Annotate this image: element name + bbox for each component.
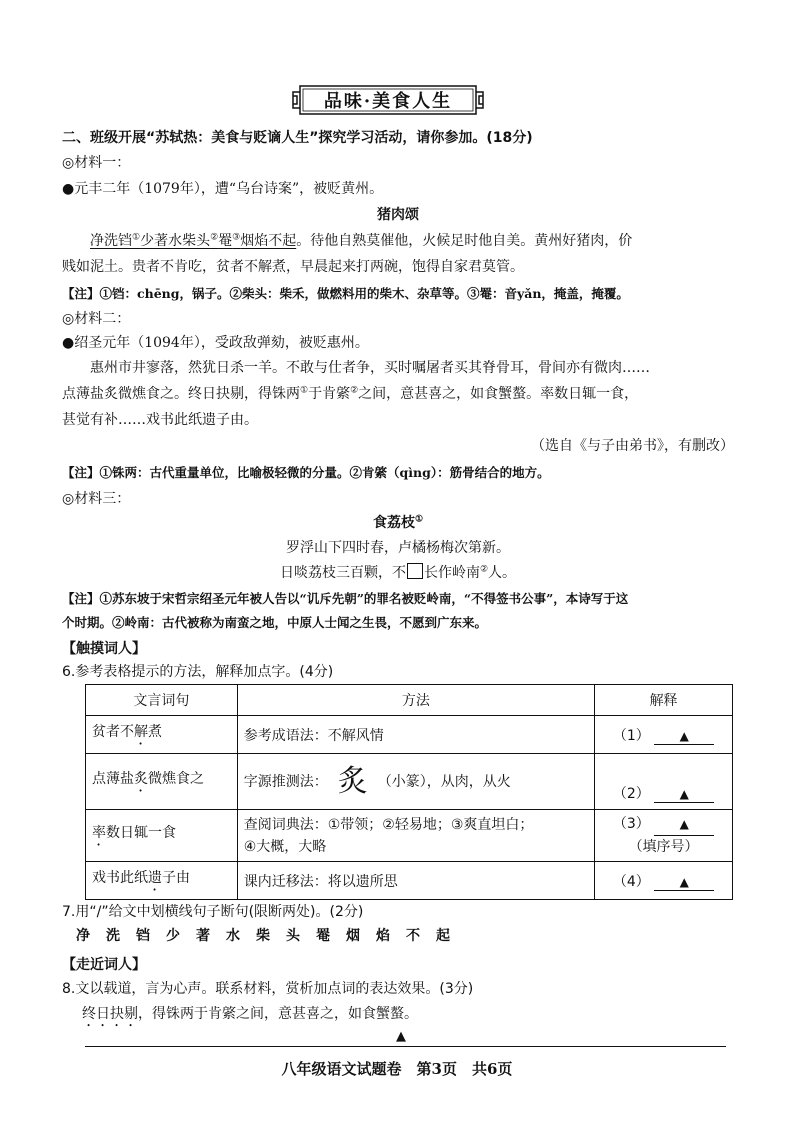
answer-cell[interactable]: （3） ▲ （填序号） bbox=[595, 810, 733, 862]
phrase-cell: 率数日辄一食 bbox=[86, 810, 238, 862]
method-cell: 课内迁移法：将以遗所思 bbox=[237, 862, 594, 900]
table-row bbox=[86, 810, 733, 862]
material3-note1: 【注】①苏东坡于宋哲宗绍圣元年被人告以“讥斥先朝”的罪名被贬岭南，“不得签书公事”，本诗写于这 bbox=[62, 591, 629, 606]
material2-para2: 点薄盐炙微燋食之。终日抉剔，得铢两①于肯綮②之间，意甚喜之，如食蟹螯。率数日辄一食， bbox=[62, 385, 639, 402]
material1-bullet: ●元丰二年（1079年），遭“乌台诗案”，被贬黄州。 bbox=[62, 181, 384, 197]
q8-prompt: 8.文以载道，言为心声。联系材料，赏析加点词的表达效果。(3分) bbox=[62, 981, 474, 997]
approach-heading: 【走近词人】 bbox=[62, 957, 146, 973]
page-footer: 八年级语文试题卷 第3页 共6页 bbox=[281, 1060, 513, 1078]
lychee-poem-line2: 日啖荔枝三百颗，不 长作岭南②人。 bbox=[279, 564, 517, 581]
material3-note2: 个时期。②岭南：古代被称为南蛮之地，中原人士闻之生畏，不愿到广东来。 bbox=[62, 615, 488, 630]
material2-note: 【注】①铢两：古代重量单位，比喻极轻微的分量。②肯綮（qìng）：筋骨结合的地方。 bbox=[62, 465, 550, 480]
section-banner bbox=[290, 82, 486, 118]
material1-label: ◎材料一： bbox=[62, 155, 131, 171]
seal-script-glyph: 炙 bbox=[337, 763, 368, 799]
table-row bbox=[86, 716, 733, 754]
method-cell: 查阅词典法：①带领；②轻易地；③爽直坦白； ④大概，大略 bbox=[237, 810, 594, 862]
q7-prompt: 7.用“/”给文中划横线句子断句(限断两处)。(2分) bbox=[62, 904, 364, 920]
poem-title-lychee: 食荔枝① bbox=[372, 514, 424, 531]
footer-rule bbox=[85, 1046, 726, 1047]
phrase-cell: 贫者不解煮 bbox=[86, 716, 238, 754]
table-row bbox=[86, 862, 733, 900]
q6-header-answer: 解释 bbox=[595, 685, 733, 716]
section-heading: 二、班级开展“苏轼热：美食与贬谪人生”探究学习活动，请你参加。(18分) bbox=[62, 130, 533, 146]
method-cell: 字源推测法： 炙 （小篆），从肉，从火 bbox=[237, 754, 594, 810]
q6-header-method: 方法 bbox=[237, 685, 594, 716]
material2-para1: 惠州市井寥落，然犹日杀一羊。不敢与仕者争，买时嘱屠者买其脊骨耳，骨间亦有微肉…… bbox=[90, 360, 650, 376]
q6-header-row bbox=[86, 685, 733, 716]
material1-note: 【注】①铛：chēng，锅子。②柴头：柴禾，做燃料用的柴木、杂草等。③罨：音yǎn，掩盖，掩覆。 bbox=[62, 286, 629, 301]
q6-table bbox=[85, 684, 733, 900]
material2-para3: 甚觉有补……戏书此纸遗子由。 bbox=[62, 412, 258, 428]
material2-source: （选自《与子由弟书》，有删改） bbox=[531, 438, 734, 454]
answer-cell[interactable]: （2） ▲ bbox=[595, 754, 733, 810]
table-row bbox=[86, 754, 733, 810]
banner-title: 品味·美食人生 bbox=[323, 91, 453, 112]
phrase-cell: 戏书此纸遗子由 bbox=[86, 862, 238, 900]
missing-char-box bbox=[407, 563, 423, 579]
lychee-poem-line1: 罗浮山下四时春，卢橘杨梅次第新。 bbox=[286, 540, 510, 556]
q6-header-phrase: 文言词句 bbox=[86, 685, 238, 716]
q8-answer-marker[interactable]: ▲ bbox=[396, 1029, 406, 1044]
pork-poem-line1: 净洗铛①少著水柴头②罨③烟焰不起。待他自熟莫催他，火候足时他自美。黄州好猪肉，价 bbox=[90, 232, 633, 249]
q8-sentence: 终日抉剔，得铢两于肯綮之间，意甚喜之，如食蟹螯。 bbox=[82, 1006, 418, 1022]
underlined-sentence: 净洗铛①少著水柴头②罨③烟焰不起 bbox=[90, 232, 297, 249]
answer-cell[interactable]: （1） ▲ bbox=[595, 716, 733, 754]
q7-sentence[interactable]: 净洗铛少著水柴头罨烟焰不起 bbox=[76, 928, 466, 944]
phrase-cell: 点薄盐炙微燋食之 bbox=[86, 754, 238, 810]
material3-label: ◎材料三： bbox=[62, 491, 131, 507]
pork-poem-line2: 贱如泥土。贵者不肯吃，贫者不解煮，早晨起来打两碗，饱得自家君莫管。 bbox=[62, 259, 524, 275]
material2-bullet: ●绍圣元年（1094年），受政敌弹劾，被贬惠州。 bbox=[62, 335, 369, 351]
q6-prompt: 6.参考表格提示的方法，解释加点字。(4分) bbox=[62, 664, 334, 680]
material2-label: ◎材料二： bbox=[62, 311, 131, 327]
method-cell: 参考成语法：不解风情 bbox=[237, 716, 594, 754]
poem-title-pork: 猪肉颂 bbox=[377, 207, 419, 223]
touch-heading: 【触摸词人】 bbox=[62, 641, 146, 657]
answer-cell[interactable]: （4） ▲ bbox=[595, 862, 733, 900]
